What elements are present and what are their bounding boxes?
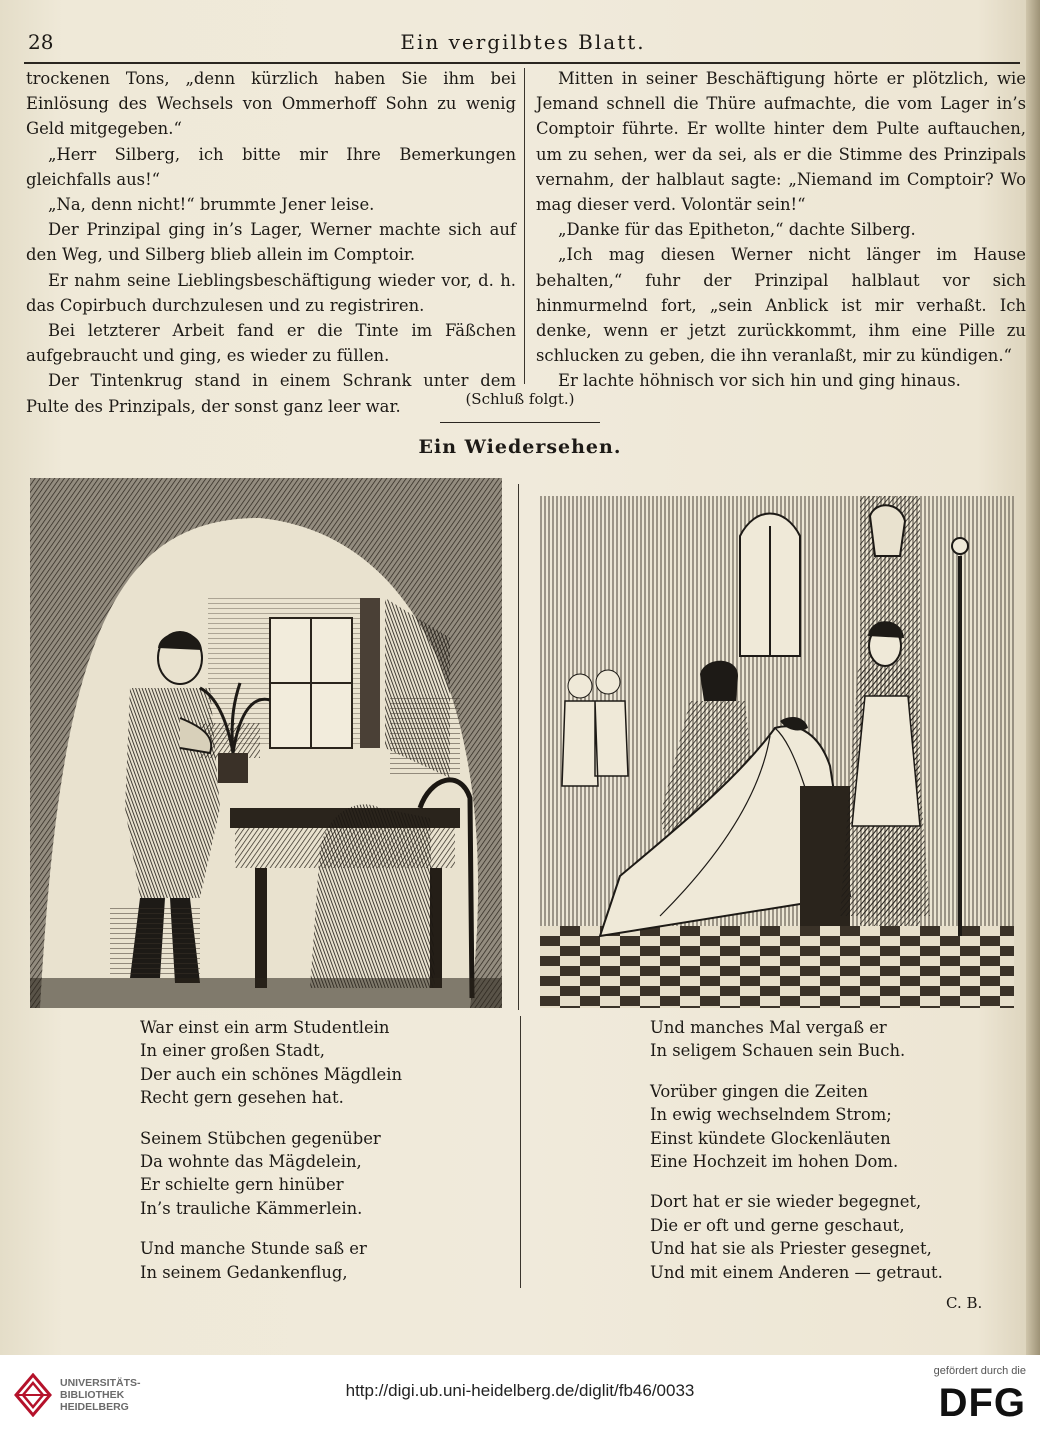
story-paragraph: Er lachte höhnisch vor sich hin und ging hinaus. <box>558 371 961 391</box>
library-line: BIBLIOTHEK <box>60 1389 125 1401</box>
poem-line: In seinem Gedankenflug, <box>140 1262 348 1282</box>
story-right-column <box>536 66 1026 394</box>
poem-signature: C. B. <box>946 1294 983 1312</box>
story-paragraph: Der Tintenkrug stand in einem Schrank unter dem Pulte des Prinzipals, der sonst ganz leer war. <box>26 371 516 416</box>
poem-line: In ewig wechselndem Strom; <box>650 1105 892 1125</box>
poem-line: In seligem Schauen sein Buch. <box>650 1041 906 1061</box>
poem-line: In einer großen Stadt, <box>140 1041 325 1061</box>
poem-line: Recht gern gesehen hat. <box>140 1088 344 1108</box>
story-left-column <box>26 66 516 419</box>
poem-line: Da wohnte das Mägdelein, <box>140 1152 362 1172</box>
poem-line: Er schielte gern hinüber <box>140 1175 344 1195</box>
poem-line: Seinem Stübchen gegenüber <box>140 1128 381 1148</box>
illustration-student-room <box>30 478 502 1008</box>
story-paragraph: „Na, denn nicht!“ brummte Jener leise. <box>48 195 375 215</box>
section-rule <box>440 422 600 423</box>
poem-line: Und manche Stunde saß er <box>140 1239 367 1259</box>
story-paragraph: trockenen Tons, „denn kürzlich haben Sie ihm bei Einlösung des Wechsels von Ommerhoff Sohn zu wenig Geld mitgegeben.“ <box>26 69 516 139</box>
poem-stanza <box>650 1016 1010 1063</box>
poem-line: In’s trauliche Kämmerlein. <box>140 1198 363 1218</box>
poem-line: Vorüber gingen die Zeiten <box>650 1081 868 1101</box>
page-edge <box>1026 0 1040 1355</box>
story-paragraph: Mitten in seiner Beschäftigung hörte er plötzlich, wie Jemand schnell die Thüre aufmachte, die vom Lager in’s Comptoir führte. Er wollte hinter dem Pulte auftauchen, um zu sehen, wer da sei, als er die Stimme des Prinzipals vernahm, der halblaut sagte: „Niemand im Comptoir? Wo mag dieser verd. Volontär sein!“ <box>536 69 1026 215</box>
poem-title: Ein Wiedersehen. <box>418 436 622 458</box>
permalink-url[interactable]: http://digi.ub.uni-heidelberg.de/diglit/fb46/0033 <box>345 1381 695 1400</box>
continuation-note: (Schluß folgt.) <box>465 390 575 408</box>
library-line: UNIVERSITÄTS- <box>60 1377 141 1389</box>
dfg-logo[interactable]: DFG <box>938 1381 1026 1425</box>
poem-stanza <box>140 1127 500 1221</box>
story-paragraph: „Ich mag diesen Werner nicht länger im Hause behalten,“ fuhr der Prinzipal halblaut vor sich hinmurmelnd fort, „sein Anblick ist mir verhaßt. Ich denke, wenn er jetzt zurückkommt, ihm eine Pille zu schlucken zu geben, die ihn veranlaßt, mir zu kündigen.“ <box>536 245 1026 366</box>
viewer-footer <box>0 1355 1040 1433</box>
poem-right-column <box>650 1016 1010 1301</box>
story-paragraph: „Danke für das Epitheton,“ dachte Silberg. <box>558 220 916 240</box>
running-header <box>28 28 1018 62</box>
column-divider <box>524 68 525 384</box>
poem-stanza <box>140 1237 500 1284</box>
illustration-divider <box>518 484 519 1010</box>
story-paragraph: Bei letzterer Arbeit fand er die Tinte im Fäßchen aufgebraucht und ging, es wieder zu füllen. <box>26 321 516 366</box>
poem-line: Und manches Mal vergaß er <box>650 1018 887 1037</box>
poem-line: Die er oft und gerne geschaut, <box>650 1215 905 1235</box>
poem-stanza <box>650 1190 1010 1284</box>
poem-divider <box>520 1016 521 1288</box>
poem-stanza <box>650 1080 1010 1174</box>
story-paragraph: Er nahm seine Lieblingsbeschäftigung wieder vor, d. h. das Copirbuch durchzulesen und zu registriren. <box>26 270 516 315</box>
poem-stanza <box>140 1016 500 1110</box>
story-paragraph: „Herr Silberg, ich bitte mir Ihre Bemerkungen gleichfalls aus!“ <box>26 144 516 189</box>
poem-line: War einst ein arm Studentlein <box>140 1018 390 1037</box>
poem-line: Und mit einem Anderen — getraut. <box>650 1262 943 1282</box>
illustration-wedding <box>540 496 1014 1008</box>
poem-line: Der auch ein schönes Mägdlein <box>140 1064 403 1084</box>
poem-line: Dort hat er sie wieder begegnet, <box>650 1192 922 1212</box>
poem-line: Eine Hochzeit im hohen Dom. <box>650 1152 899 1172</box>
engraving-wedding <box>540 496 1014 1008</box>
poem-left-column <box>140 1016 500 1301</box>
sponsor-note: gefördert durch die <box>933 1365 1026 1377</box>
header-rule <box>24 62 1020 64</box>
page-number: 28 <box>28 30 54 54</box>
poem-line: Und hat sie als Priester gesegnet, <box>650 1239 932 1259</box>
library-line: HEIDELBERG <box>60 1401 129 1413</box>
story-paragraph: Der Prinzipal ging in’s Lager, Werner machte sich auf den Weg, und Silberg blieb allein im Comptoir. <box>26 220 516 265</box>
engraving-student <box>30 478 502 1008</box>
running-title: Ein vergilbtes Blatt. <box>400 30 646 54</box>
poem-line: Einst kündete Glockenläuten <box>650 1128 891 1148</box>
